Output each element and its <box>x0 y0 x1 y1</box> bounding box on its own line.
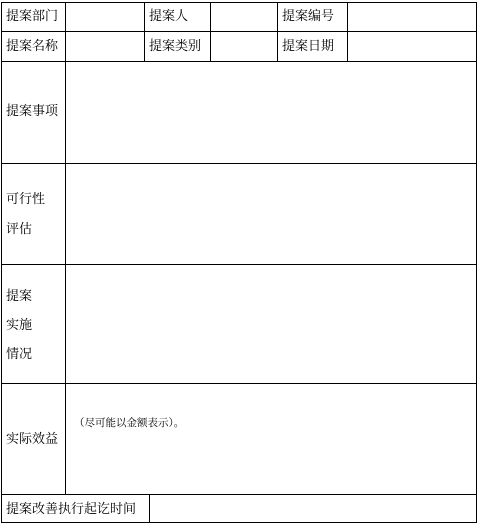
feasibility-label-line: 可行性 <box>6 192 46 207</box>
number-label: 提案编号 <box>282 9 335 24</box>
implementation-label-line: 提案 <box>6 289 33 304</box>
form-border-right <box>476 2 477 523</box>
category-label: 提案类别 <box>149 39 202 54</box>
implementation-label-line: 情况 <box>6 347 33 362</box>
row-divider <box>1 61 477 62</box>
proposal-form <box>1 2 477 523</box>
row-divider <box>1 163 477 164</box>
row-divider <box>1 383 477 384</box>
column-divider <box>277 2 278 62</box>
form-border-top <box>1 2 477 3</box>
benefit-label: 实际效益 <box>6 432 59 447</box>
row-divider <box>1 31 477 32</box>
person-label: 提案人 <box>149 9 189 24</box>
column-divider <box>149 494 150 523</box>
row-divider <box>1 264 477 265</box>
feasibility-label-line: 评估 <box>6 222 33 237</box>
implementation-label-line: 实施 <box>6 318 33 333</box>
column-divider <box>210 2 211 62</box>
column-divider <box>347 2 348 62</box>
label-column-divider <box>65 2 66 495</box>
benefit-hint: （尽可能以金额表示）。 <box>74 417 185 429</box>
column-divider <box>144 2 145 62</box>
row-divider <box>1 494 477 495</box>
date-label: 提案日期 <box>282 39 335 54</box>
name-label: 提案名称 <box>6 39 59 54</box>
form-border-left <box>1 2 2 523</box>
form-border-bottom <box>1 522 477 523</box>
dept-label: 提案部门 <box>6 9 59 24</box>
exec-time-label: 提案改善执行起讫时间 <box>6 502 137 517</box>
matters-label: 提案事项 <box>6 104 59 119</box>
